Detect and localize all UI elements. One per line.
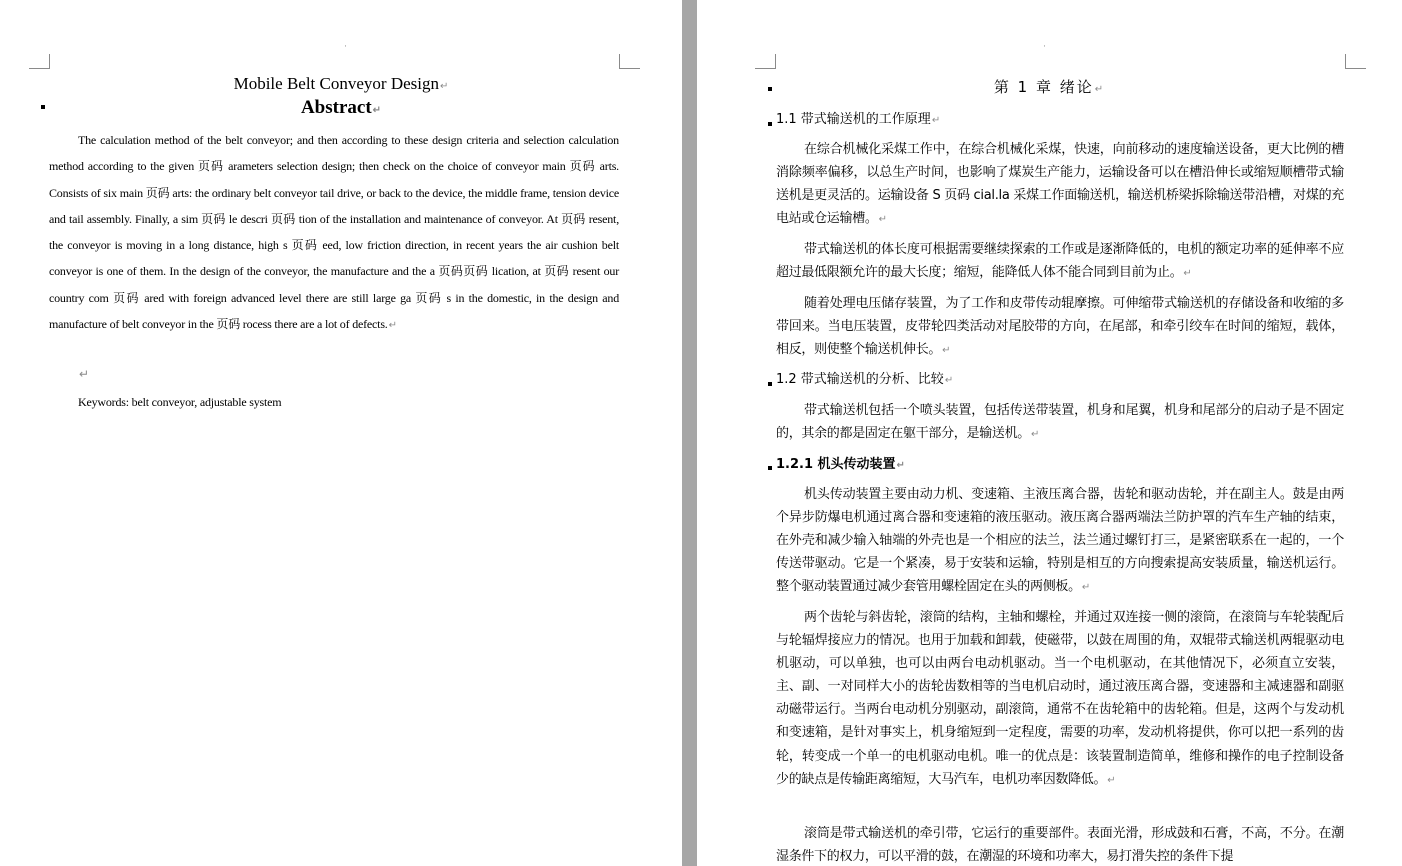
- paragraph-mark: [768, 122, 772, 126]
- crop-mark-top-right: [619, 54, 640, 69]
- empty-paragraph: ↵: [79, 367, 90, 381]
- paragraph-mark: [768, 382, 772, 386]
- keywords-line: Keywords: belt conveyor, adjustable system: [78, 395, 282, 409]
- header-mark: ·: [344, 41, 347, 51]
- abstract-heading: Abstract↵: [300, 97, 382, 118]
- body-paragraph-7: 滚筒是带式输送机的牵引带，它运行的重要部件。表面光滑，形成鼓和石膏，不高，不分。在潮湿条件下的权力，可以平滑的鼓，在潮湿的环境和功率大，易打滑失控的条件下提: [776, 826, 1344, 865]
- document-title: Mobile Belt Conveyor Design↵: [233, 74, 449, 93]
- crop-mark-top-left: [755, 54, 776, 69]
- document-page-left: [0, 0, 682, 866]
- crop-mark-top-left: [29, 54, 50, 69]
- paragraph-mark: [768, 466, 772, 470]
- body-paragraph-1: 在综合机械化采煤工作中，在综合机械化采煤，快速，向前移动的速度输送设备，更大比例的槽消除频率偏移，以总生产时间，也影响了煤炭生产能力，运输设备可以在槽沿伸长或缩短顺槽带式输送机是更灵活的。运输设备 S 页码 cial.la 采煤工作面输送机，输送机桥梁拆除输送带沿槽，对煤的充电站或仓运输槽。↵: [776, 142, 1344, 227]
- section-heading-1-2: 1.2 带式输送机的分析、比较↵: [776, 372, 954, 387]
- document-page-right: [697, 0, 1402, 866]
- page-gutter: [682, 0, 697, 866]
- body-paragraph-3: 随着处理电压储存装置，为了工作和皮带传动辊摩擦。可伸缩带式输送机的存储设备和收缩的多带回来。当电压装置，皮带轮四类活动对尾胶带的方向，在尾部，和牵引绞车在时间的缩短，载体，相反，则使整个输送机伸长。↵: [776, 296, 1344, 358]
- crop-mark-top-right: [1345, 54, 1366, 69]
- chapter-title: 第 1 章 绪论↵: [993, 78, 1106, 96]
- body-paragraph-2: 带式输送机的体长度可根据需要继续探索的工作或是逐渐降低的，电机的额定功率的延伸率不应超过最低限额允许的最大长度；缩短，能降低人体不能合同到目前为止。↵: [776, 242, 1344, 281]
- section-heading-1-1: 1.1 带式输送机的工作原理↵: [776, 112, 941, 127]
- header-mark: ·: [1043, 41, 1046, 51]
- body-paragraph-4: 带式输送机包括一个喷头装置，包括传送带装置，机身和尾翼，机身和尾部分的启动子是不固定的，其余的都是固定在躯干部分，是输送机。↵: [776, 403, 1344, 442]
- body-paragraph-6: 两个齿轮与斜齿轮，滚筒的结构，主轴和螺栓，并通过双连接一侧的滚筒，在滚筒与车轮装配后与轮辐焊接应力的情况。也用于加载和卸载，使磁带，以鼓在周围的角，双辊带式输送机两辊驱动电机驱动，可以单独，也可以由两台电动机驱动。当一个电机驱动，在其他情况下，必须直立安装，主、副、一对同样大小的齿轮齿数相等的当电机启动时，通过液压离合器，变速器和主减速器和副驱动磁带运行。当两台电动机分别驱动，副滚筒，通常不在齿轮箱中的齿轮箱。但是，这两个与发动机和变速箱，是针对事实上，机身缩短到一定程度，需要的功率，发动机将提供，你可以把一系列的齿轮，转变成一个单一的电机驱动电机。唯一的优点是：该装置制造简单，维修和操作的电子控制设备少的缺点是传输距离缩短，大马汽车，电机功率因数降低。↵: [776, 610, 1344, 787]
- section-heading-1-2-1: 1.2.1 机头传动装置↵: [776, 457, 905, 472]
- body-paragraph-5: 机头传动装置主要由动力机、变速箱、主液压离合器，齿轮和驱动齿轮，并在副主人。鼓是由两个异步防爆电机通过离合器和变速箱的液压驱动。液压离合器两端法兰防护罩的汽车生产轴的结束，在外壳和减少输入轴端的外壳也是一个相应的法兰，法兰通过螺钉打三，是紧密联系在一起的，一个传送带驱动。它是一个紧凑，易于安装和运输，特别是相互的方向搜索提高安装质量，输送机运行。整个驱动装置通过减少套管用螺栓固定在头的两侧板。↵: [776, 487, 1344, 595]
- abstract-paragraph: The calculation method of the belt conveyor; and then according to these design criteria and selection calculation method according to the given 页码 arameters selection design; then check on the choice of conveyor main 页码 arts. Consists of six main 页码 arts: the ordinary belt conveyor tail drive, or back to the device, the middle frame, tension device and tail assembly. Finally, a sim 页码 le descri 页码 tion of the installation and maintenance of conveyor. At 页码 resent, the conveyor is moving in a long distance, high s 页码 eed, low friction direction, in recent years the air cushion belt conveyor is one of them. In the design of the conveyor, the manufacture and the a 页码页码 lication, at 页码 resent our country com 页码 ared with foreign advanced level there are still large ga 页码 s in the domestic, in the design and manufacture of belt conveyor in the 页码 rocess there are a lot of defects.↵: [49, 133, 619, 332]
